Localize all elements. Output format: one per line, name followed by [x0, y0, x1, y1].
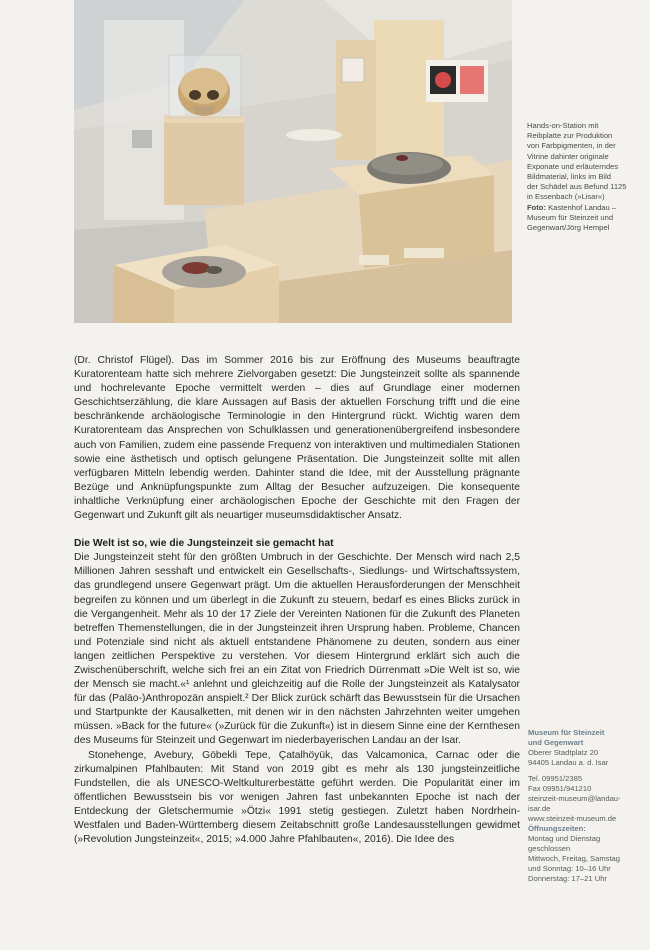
- fax: Fax 09951/941210: [528, 784, 592, 793]
- caption-line: Vitrine dahinter originale: [527, 151, 609, 161]
- hours-line: Mittwoch, Freitag, Samstag: [528, 854, 621, 863]
- caption-line: in Essenbach (»Lisar«): [527, 192, 605, 202]
- caption-credit: [527, 203, 637, 213]
- body-paragraph: Stonehenge, Avebury, Göbekli Tepe, Çatalhöyük, das Valcamonica, Carnac oder die zirkumalpinen Pfahlbauten: Mit Stand von 2019 gibt es mehr als 130 jungsteinzeitliche Fundstellen, die als UNESCO-Weltkulturerbestätte geführt werden. Die Popularität einer im öffentlichen Bewusstsein bis vor wenigen Jahren fast unbekannten Epoche ist nach der Entdeckung der Gletschermumie »Ötzi« 1991 stetig gestiegen. Zuletzt haben Nordrhein-Westfalen und Baden-Württemberg diesem Zeitabschnitt große Landesausstellungen gewidmet (»Revolution Jungsteinzeit«, 2015; »4.000 Jahre Pfahlbauten«, 2016). Die Idee des: [74, 749, 520, 846]
- address-line: Oberer Stadtplatz 20: [528, 748, 599, 757]
- hours-label: Öffnungszeiten:: [528, 824, 586, 833]
- credit-line: Gegenwart/Jörg Hempel: [527, 223, 610, 233]
- section-heading: Die Welt ist so, wie die Jungsteinzeit sie gemacht hat: [74, 538, 334, 550]
- credit-label: Foto:: [527, 202, 546, 212]
- email: isar.de: [528, 804, 551, 813]
- museum-name: und Gegenwart: [528, 738, 584, 747]
- credit-line: Kastenhof Landau –: [545, 202, 617, 212]
- caption-line: Reibplatte zur Produktion: [527, 131, 613, 141]
- body-paragraph: Die Jungsteinzeit steht für den größten Umbruch in der Geschichte. Der Mensch wird nach 2,5 Millionen Jahren sesshaft und entwickelt ein Gesellschafts-, Siedlungs- und Wirtschaftssystem, das grundlegend unsere Gegenwart prägt. Um die aktuellen Herausforderungen der Menschheit begreifen zu können und um überlegt in die Zukunft zu steuern, bedarf es eines Blicks zurück in die Vergangenheit. Mehr als 10 der 17 Ziele der Vereinten Nationen für die Zukunft des Planeten betreffen Themenstellungen, die in der Jungsteinzeit ihren Ursprung haben. Probleme, Chancen und Potenziale sind nicht als aktuell entstandene Phänomene zu deuten, sondern aus einer langen zeitlichen Perspektive zu verstehen. Vor diesem Hintergrund erklärt sich auch die Zwischenüberschrift, welche sich frei an ein Zitat von Friedrich Dürrenmatt »Die Welt ist so, wie der Mensch sie macht.«¹ anlehnt und gleichzeitig auf die Rolle der Jungsteinzeit als Katalysator für das (Paläo-)Anthropozän anspielt.² Der Blick zurück schärft das Bewusstsein für die Ursachen und Startpunkte der Kausalketten, mit denen wir in den nächsten Jahrzehnten weiter umgehen müssen. »Back for the future« (»Zurück für die Zukunft«) ist in diesem Sinne eine der Kernthesen des Museums für Steinzeit und Gegenwart im niederbayerischen Landau an der Isar.: [74, 552, 520, 747]
- caption-line: Exponate und erläuterndes: [527, 161, 619, 171]
- hours-line: und Sonntag: 10–16 Uhr: [528, 864, 611, 873]
- caption-line: Hands-on-Station mit: [527, 121, 599, 130]
- hours-line: geschlossen: [528, 844, 571, 853]
- article-body: [74, 354, 520, 847]
- credit-line: Museum für Steinzeit und: [527, 212, 614, 222]
- exhibition-photo-drawing: [74, 0, 512, 323]
- museum-name: Museum für Steinzeit: [528, 728, 605, 737]
- intro-paragraph: (Dr. Christof Flügel). Das im Sommer 2016 bis zur Eröffnung des Museums beauftragte Kuratorenteam hatte sich mehrere Zielvorgaben gesetzt: Die Jungsteinzeit sollte als spannende und hochrelevante Epoche vermittelt werden – dies auf Grundlage einer modernen Geschichtserzählung, die klare Aussagen auf Basis der aktuellen Forschung trifft und die eine beschränkende archäologische Terminologie in den Hintergrund rückt. Wichtig waren dem Kuratorenteam das Ansprechen von Schulklassen und generationenübergreifend insbesondere auch von Familien, zudem eine passende Frequenz von interaktiven und multimedialen Stationen sowie eine ästhetisch und optisch gelungene Präsentation. Die Jungsteinzeit sollte mit allen verfügbaren Mitteln lebendig werden. Dahinter stand die Idee, mit der Ausstellung prägnante Bezüge und Anknüpfungspunkte zum Alltag der Besucher aufzuzeigen. Die konsequente inhaltliche Verknüpfung einer archäologischen Epoche der Geschichte mit den Fragen der Gegenwart und Zukunft gilt als neuartiger museumsdidaktischer Ansatz.: [74, 355, 520, 522]
- exhibition-photo: [74, 0, 512, 323]
- hours-line: Donnerstag: 17–21 Uhr: [528, 874, 607, 883]
- email: steinzeit-museum@landau-: [528, 794, 621, 803]
- museum-info: [528, 728, 638, 884]
- caption-line: Bildmaterial, links im Bild: [527, 172, 611, 182]
- hours-line: Montag und Dienstag: [528, 834, 601, 843]
- address-line: 94405 Landau a. d. Isar: [528, 758, 609, 767]
- caption-line: von Farbpigmenten, in der: [527, 141, 616, 151]
- phone: Tel. 09951/2385: [528, 774, 583, 783]
- photo-caption: [527, 121, 637, 233]
- website: www.steinzeit-museum.de: [528, 814, 617, 823]
- caption-line: der Schädel aus Befund 1125: [527, 182, 627, 192]
